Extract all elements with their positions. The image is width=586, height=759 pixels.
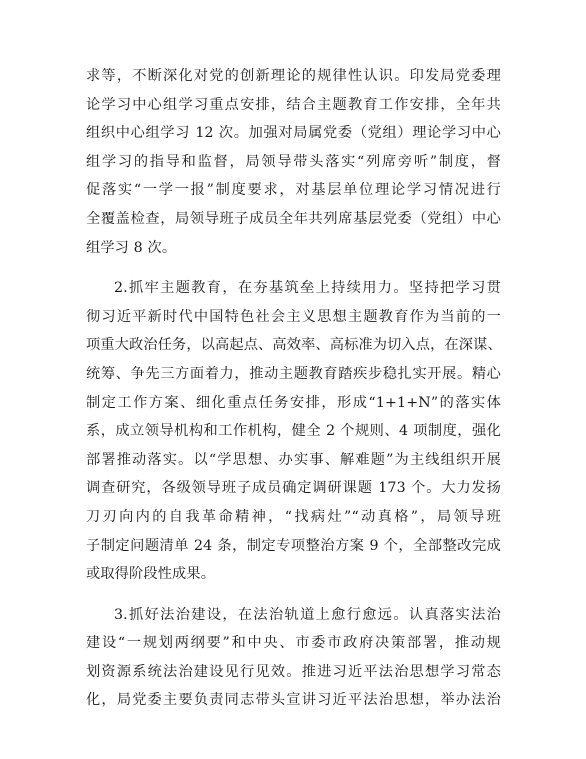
text-line: 彻习近平新时代中国特色社会主义思想主题教育作为当前的一 [86,308,501,325]
paragraph-rule-of-law [86,601,501,715]
paragraph-theme-education [86,274,501,589]
text-line: 组织中心组学习 12 次。加强对局属党委（党组）理论学习中心 [86,125,501,142]
text-line: 3.抓好法治建设，在法治轨道上愈行愈远。认真落实法治 [114,606,501,623]
text-line: 统筹、争先三方面着力，推动主题教育踏疾步稳扎实开展。精心 [86,365,501,382]
text-line: 组学习 8 次。 [86,239,177,256]
text-line: 或取得阶段性成果。 [86,566,216,583]
text-line: 2.抓牢主题教育，在夯基筑垒上持续用力。坚持把学习贯 [114,280,501,297]
paragraph-study-groups [86,62,501,262]
text-line: 组学习的指导和监督，局领导带头落实“列席旁听”制度，督 [86,153,501,170]
text-line: 项重大政治任务，以高起点、高效率、高标准为切入点，在深谋、 [86,337,502,354]
text-line: 论学习中心组学习重点安排，结合主题教育工作安排，全年共 [86,96,501,113]
text-line: 部署推动落实。以“学思想、办实事、解难题”为主线组织开展 [86,451,501,468]
text-line: 调查研究，各级领导班子成员确定调研课题 173 个。大力发扬 [86,480,501,497]
text-line: 划资源系统法治建设见行见效。推进习近平法治思想学习常态 [86,663,501,680]
text-line: 系，成立领导机构和工作机构，健全 2 个规则、4 项制度，强化 [86,423,501,440]
text-line: 全覆盖检查，局领导班子成员全年共列席基层党委（党组）中心 [86,210,501,227]
text-line: 化，局党委主要负责同志带头宣讲习近平法治思想，举办法治 [86,692,501,709]
text-line: 建设“一规划两纲要”和中央、市委市政府决策部署，推动规 [86,635,501,652]
text-line: 刀刃向内的自我革命精神，“找病灶”“动真格”，局领导班 [86,508,501,525]
text-line: 子制定问题清单 24 条，制定专项整治方案 9 个，全部整改完成 [86,537,501,554]
text-line: 促落实“一学一报”制度要求，对基层单位理论学习情况进行 [86,182,501,199]
text-line: 制定工作方案、细化重点任务安排，形成“1+1+N”的落实体 [86,394,501,411]
text-line: 求等，不断深化对党的创新理论的规律性认识。印发局党委理 [86,68,501,84]
document-page [86,62,501,727]
